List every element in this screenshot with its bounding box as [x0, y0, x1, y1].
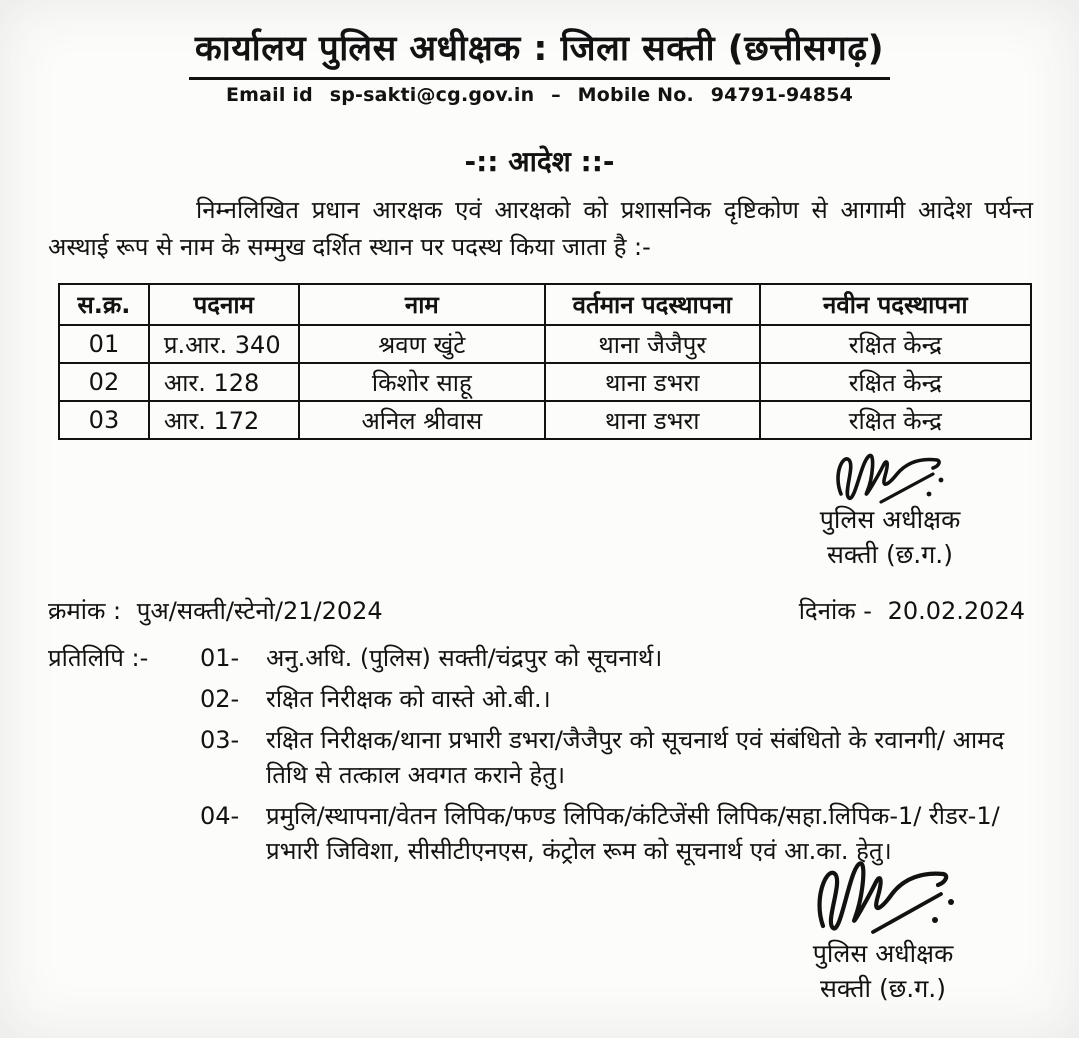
cell-new-posting: रक्षित केन्द्र: [760, 401, 1031, 439]
copy-item-text: अनु.अधि. (पुलिस) सक्ती/चंद्रपुर को सूचनार्थ।: [266, 644, 663, 672]
cell-current-posting: थाना डभरा: [545, 401, 760, 439]
signer-place: सक्ती (छ.ग.): [820, 974, 946, 1003]
cell-current-posting: थाना डभरा: [545, 363, 760, 401]
table-row: [59, 363, 1031, 401]
cell-serial: 01: [59, 325, 149, 363]
reference-number: [48, 594, 391, 627]
copy-item-text: प्रमुलि/स्थापना/वेतन लिपिक/फण्ड लिपिक/कंटिजेंसी लिपिक/सहा.लिपिक-1/ रीडर-1/प्रभारी जिविशा, सीसीटीएनएस, कंट्रोल रूम को सूचनार्थ एवं आ.का. हेतु।: [266, 802, 1000, 865]
copies-section: [48, 641, 1039, 875]
order-heading: -:: आदेश ::-: [464, 145, 615, 178]
copy-item-number: 01-: [200, 644, 240, 672]
cell-designation: आर. 172: [149, 401, 299, 439]
reference-number-label: क्रमांक :: [48, 597, 122, 625]
header: [0, 24, 1079, 80]
date-label: दिनांक -: [798, 597, 872, 625]
email-value: sp-sakti@cg.gov.in: [329, 84, 535, 106]
signer-designation: पुलिस अधीक्षक: [819, 505, 961, 534]
table-header-row: [59, 284, 1031, 325]
copy-item: [200, 723, 1039, 793]
copy-item: [200, 641, 1039, 676]
order-body-paragraph: निम्नलिखित प्रधान आरक्षक एवं आरक्षको को प्रशासनिक दृष्टिकोण से आगामी आदेश पर्यन्त अस्थाई रूप से नाम के सम्मुख दर्शित स्थान पर पदस्थ किया जाता है :-: [48, 196, 1033, 261]
reference-date: [799, 594, 1033, 627]
postings-table: [58, 283, 1032, 440]
cell-designation: प्र.आर. 340: [149, 325, 299, 363]
contact-line: [0, 84, 1079, 106]
signature-block-bottom: [768, 856, 998, 1006]
copy-item-number: 02-: [200, 685, 240, 713]
cell-name: किशोर साहू: [299, 363, 545, 401]
cell-serial: 03: [59, 401, 149, 439]
reference-number-value: पुअ/सक्ती/स्टेनो/21/2024: [136, 597, 383, 625]
table-header-new-posting: नवीन पदस्थापना: [760, 284, 1031, 325]
cell-designation: आर. 128: [149, 363, 299, 401]
reference-line: [48, 594, 1033, 627]
email-label: Email id: [225, 84, 313, 106]
copy-item: [200, 682, 1039, 717]
cell-new-posting: रक्षित केन्द्र: [760, 363, 1031, 401]
date-value: 20.02.2024: [887, 597, 1025, 625]
page-title: कार्यालय पुलिस अधीक्षक : जिला सक्ती (छत्तीसगढ़): [189, 24, 890, 80]
table-header-current-posting: वर्तमान पदस्थापना: [545, 284, 760, 325]
signature-scribble-icon: [801, 856, 966, 940]
copy-item-number: 03-: [200, 726, 240, 754]
signature-block-top: [775, 444, 1005, 572]
cell-name: श्रवण खुंटे: [299, 325, 545, 363]
table-header-name: नाम: [299, 284, 545, 325]
table-header-designation: पदनाम: [149, 284, 299, 325]
signer-designation: पुलिस अधीक्षक: [812, 939, 954, 968]
cell-serial: 02: [59, 363, 149, 401]
signature-scribble-icon: [825, 444, 955, 506]
mobile-value: 94791-94854: [710, 84, 854, 106]
signer-place: सक्ती (छ.ग.): [827, 540, 953, 569]
copy-item-text: रक्षित निरीक्षक/थाना प्रभारी डभरा/जैजैपुर को सूचनार्थ एवं संबंधितो के रवानगी/ आमद तिथि से तत्काल अवगत कराने हेतु।: [266, 726, 1005, 789]
cell-current-posting: थाना जैजैपुर: [545, 325, 760, 363]
table-row: [59, 325, 1031, 363]
copy-item-text: रक्षित निरीक्षक को वास्ते ओ.बी.।: [266, 685, 551, 713]
copies-label: प्रतिलिपि :-: [48, 644, 149, 672]
table-header-serial: स.क्र.: [59, 284, 149, 325]
mobile-label: Mobile No.: [577, 84, 694, 106]
copies-list: [200, 641, 1039, 875]
table-row: [59, 401, 1031, 439]
cell-new-posting: रक्षित केन्द्र: [760, 325, 1031, 363]
copy-item-number: 04-: [200, 802, 240, 830]
cell-name: अनिल श्रीवास: [299, 401, 545, 439]
separator-dash: –: [551, 84, 561, 106]
